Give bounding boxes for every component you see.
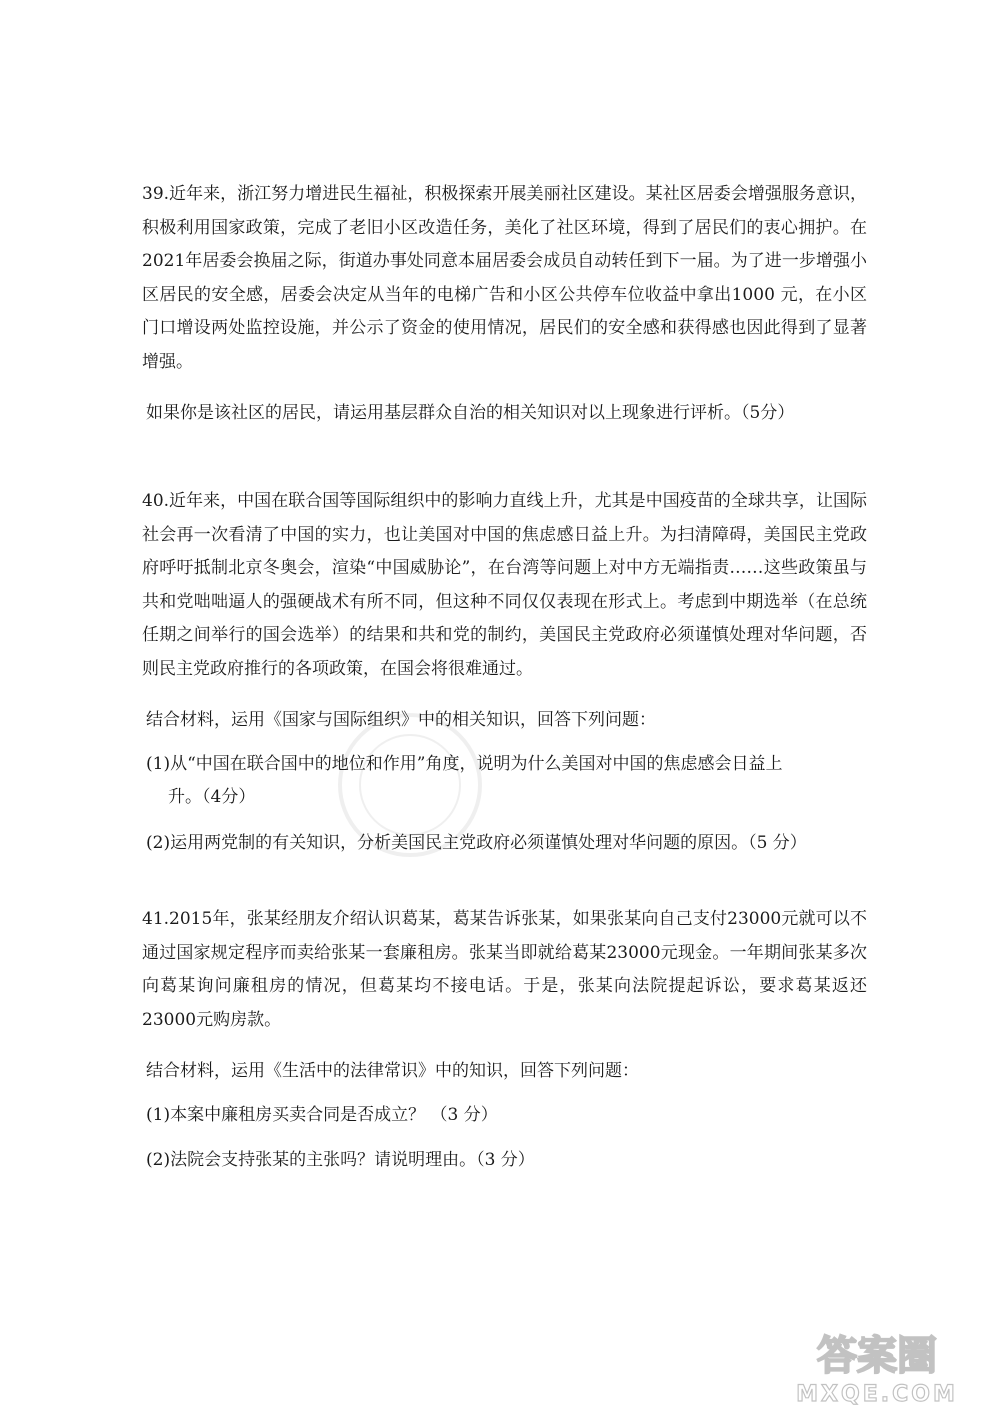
- question-41: [142, 903, 867, 1178]
- watermark-logo-text: 答案圈: [817, 1333, 937, 1379]
- site-logo-watermark: [775, 1327, 980, 1407]
- question-39: [142, 178, 867, 431]
- watermark-url-text: MXQE.COM: [796, 1382, 958, 1407]
- question-40: [142, 485, 867, 860]
- question-40-sub-1: [142, 748, 867, 815]
- question-40-material: 40.近年来，中国在联合国等国际组织中的影响力直线上升，尤其是中国疫苗的全球共享，让国际社会再一次看清了中国的实力，也让美国对中国的焦虑感日益上升。为扫清障碍，美国民主党政府呼吁抵制北京冬奥会，渲染“中国威胁论”，在台湾等问题上对中方无端指责……这些政策虽与共和党咄咄逼人的强硬战术有所不同，但这种不同仅仅表现在形式上。考虑到中期选举（在总统任期之间举行的国会选举）的结果和共和党的制约，美国民主党政府必须谨慎处理对华问题，否则民主党政府推行的各项政策，在国会将很难通过。: [142, 491, 867, 679]
- question-41-prompt: 结合材料，运用《生活中的法律常识》中的知识，回答下列问题：: [146, 1061, 639, 1081]
- question-40-sub-2: (2)运用两党制的有关知识，分析美国民主党政府必须谨慎处理对华问题的原因。（5 分）: [146, 832, 807, 853]
- question-40-prompt: 结合材料，运用《国家与国际组织》中的相关知识，回答下列问题：: [146, 710, 656, 730]
- question-39-material: 39.近年来，浙江努力增进民生福祉，积极探索开展美丽社区建设。某社区居委会增强服务意识，积极利用国家政策，完成了老旧小区改造任务，美化了社区环境，得到了居民们的衷心拥护。在2021年居委会换届之际，街道办事处同意本届居委会成员自动转任到下一届。为了进一步增强小区居民的安全感，居委会决定从当年的电梯广告和小区公共停车位收益中拿出1000 元，在小区门口增设两处监控设施，并公示了资金的使用情况，居民们的安全感和获得感也因此得到了显著增强。: [142, 184, 867, 372]
- question-41-sub-1: (1)本案中廉租房买卖合同是否成立？ （3 分）: [146, 1104, 498, 1125]
- faint-stamp-watermark: [330, 705, 490, 865]
- question-40-sub-1-line-2: 升。（4分）: [168, 787, 256, 807]
- question-41-sub-2: (2)法院会支持张某的主张吗？请说明理由。（3 分）: [146, 1150, 535, 1170]
- question-40-sub-1-line-1: (1)从“中国在联合国中的地位和作用”角度，说明为什么美国对中国的焦虑感会日益上: [146, 753, 783, 774]
- question-39-prompt: 如果你是该社区的居民，请运用基层群众自治的相关知识对以上现象进行评析。（5分）: [146, 403, 795, 423]
- question-41-material: 41.2015年，张某经朋友介绍认识葛某，葛某告诉张某，如果张某向自己支付23000元就可以不通过国家规定程序而卖给张某一套廉租房。张某当即就给葛某23000元现金。一年期间张某多次向葛某询问廉租房的情况，但葛某均不接电话。于是，张某向法院提起诉讼，要求葛某返还23000元购房款。: [142, 909, 867, 1030]
